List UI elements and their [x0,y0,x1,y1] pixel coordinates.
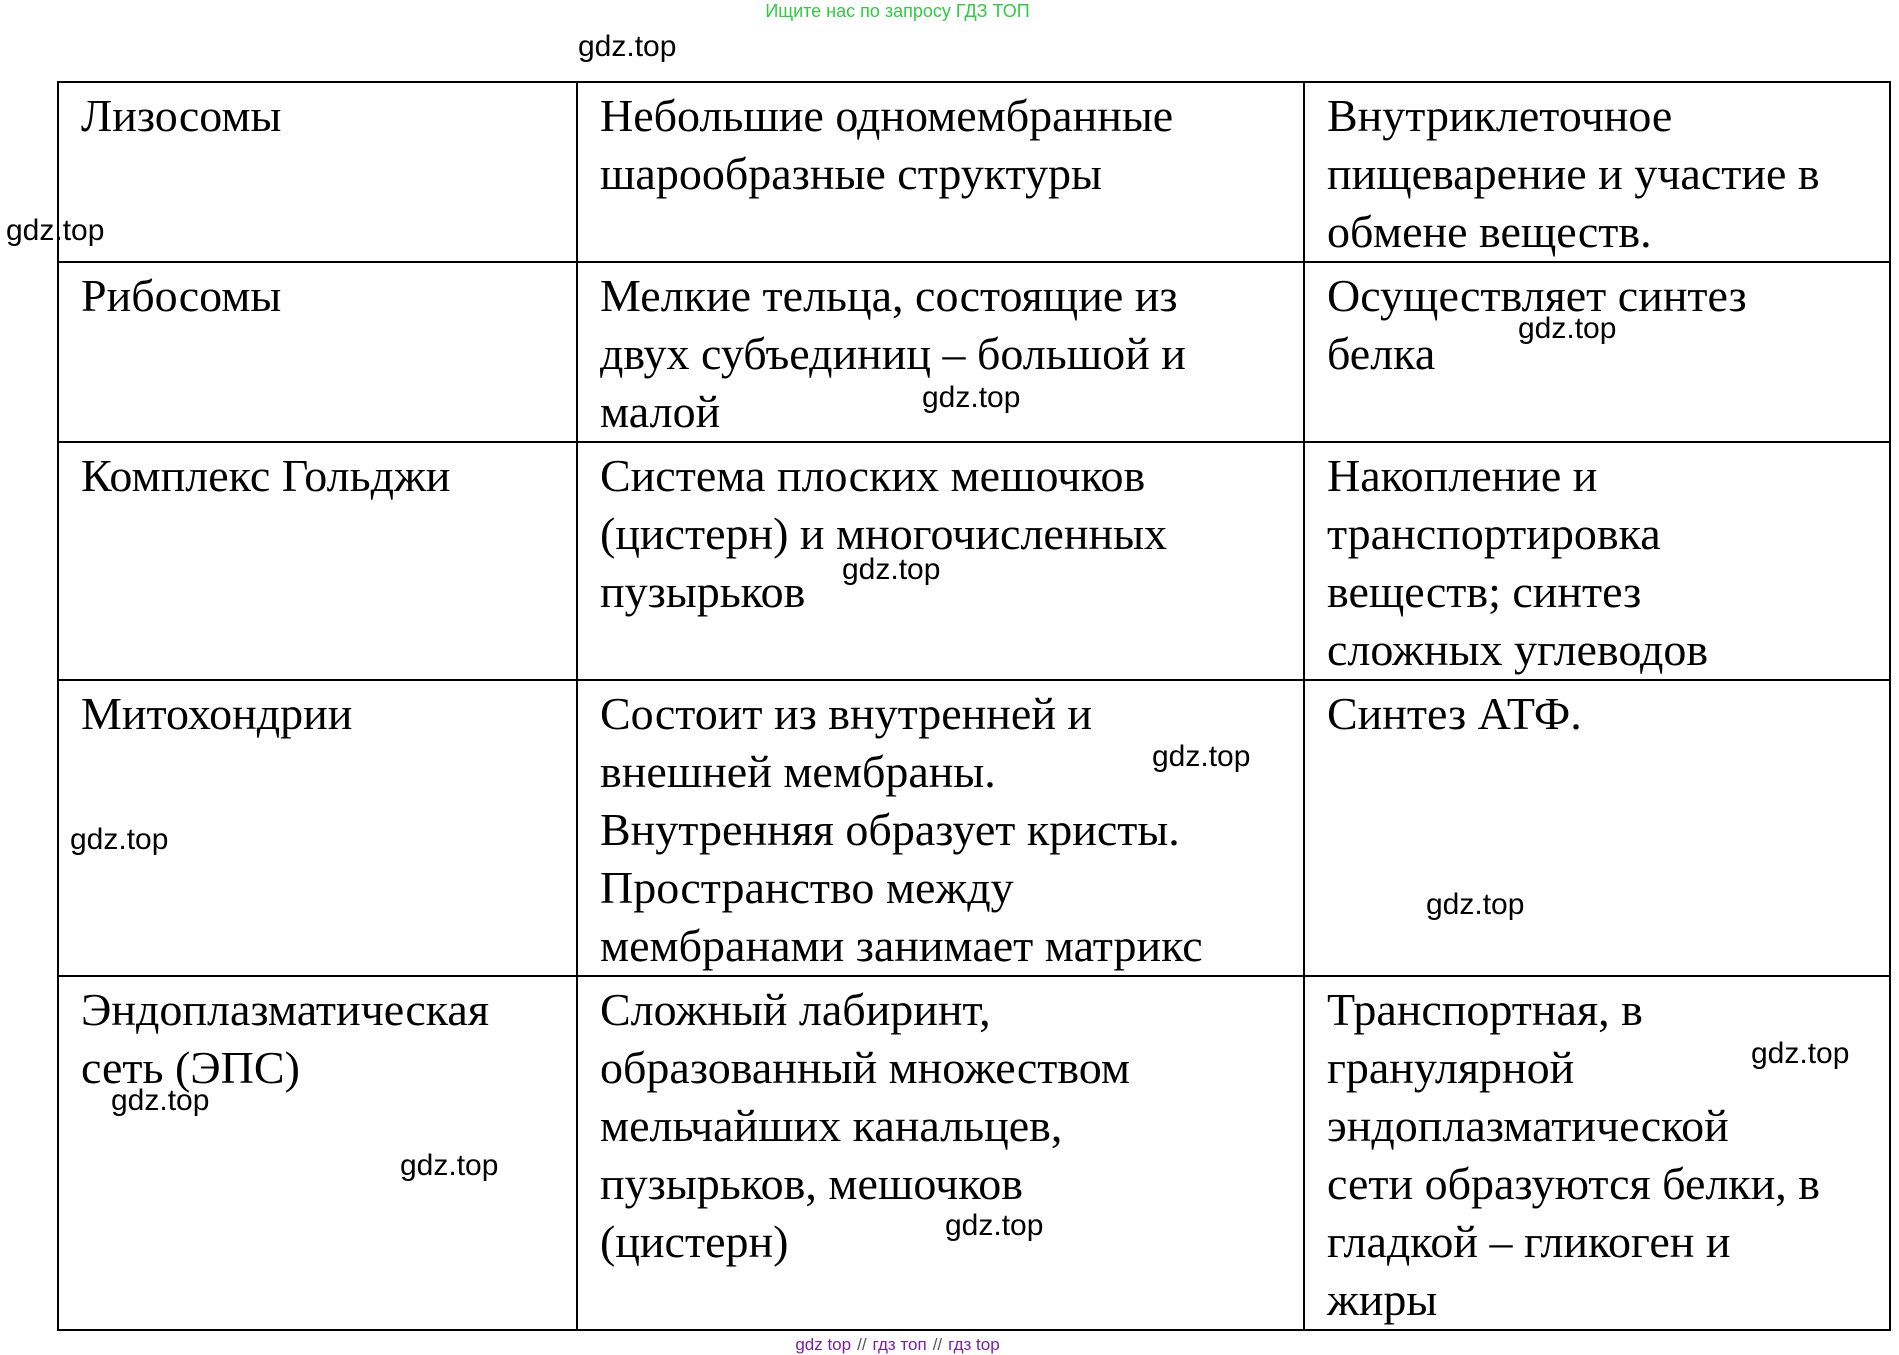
watermark: gdz.top [922,381,1021,414]
organelle-name-cell: Рибосомы [58,262,577,442]
watermark: gdz.top [1518,312,1617,345]
watermark: gdz.top [70,823,169,856]
footer-separator: // [857,1335,867,1354]
table-row [58,976,1890,1330]
table-row [58,82,1890,262]
footer-link-gdz-top-mixed[interactable]: гдз top [948,1335,1000,1354]
organelle-name-cell: Комплекс Гольджи [58,442,577,680]
table-row [58,680,1890,976]
top-banner [0,0,1847,22]
function-cell: Накопление и транспортировка веществ; синтез сложных углеводов [1304,442,1890,680]
search-hint-link[interactable]: Ищите нас по запросу ГДЗ ТОП [765,1,1030,21]
watermark: gdz.top [400,1149,499,1182]
watermark: gdz.top [6,214,105,247]
bottom-banner [0,1335,1847,1355]
organelle-name-cell: Эндоплазматическая сеть (ЭПС) [58,976,577,1330]
watermark: gdz.top [111,1084,210,1117]
watermark: gdz.top [1152,740,1251,773]
function-cell: Внутриклеточное пищеварение и участие в обмене веществ. [1304,82,1890,262]
structure-cell: Небольшие одномембранные шарообразные структуры [577,82,1304,262]
table-row [58,442,1890,680]
organelle-name-cell: Лизосомы [58,82,577,262]
watermark: gdz.top [842,553,941,586]
footer-link-gdz-top-ru[interactable]: гдз топ [872,1335,927,1354]
watermark: gdz.top [945,1209,1044,1242]
watermark: gdz.top [1426,888,1525,921]
structure-cell: Система плоских мешочков (цистерн) и многочисленных пузырьков [577,442,1304,680]
structure-cell: Сложный лабиринт, образованный множеством мельчайших канальцев, пузырьков, мешочков (цистерн) [577,976,1304,1330]
footer-link-gdz-top[interactable]: gdz top [795,1335,852,1354]
organelle-name-cell: Митохондрии [58,680,577,976]
table-row [58,262,1890,442]
function-cell: Синтез АТФ. [1304,680,1890,976]
structure-cell: Мелкие тельца, состоящие из двух субъединиц – большой и малой [577,262,1304,442]
footer-separator: // [932,1335,943,1354]
watermark: gdz.top [1751,1037,1850,1070]
watermark: gdz.top [578,30,677,63]
function-cell: Транспортная, в гранулярной эндоплазматической сети образуются белки, в гладкой – гликоген и жиры [1304,976,1890,1330]
structure-cell: Состоит из внутренней и внешней мембраны. Внутренняя образует кристы. Пространство между мембранами занимает матрикс [577,680,1304,976]
function-cell: Осуществляет синтез белка [1304,262,1890,442]
organelles-table [57,81,1891,1331]
